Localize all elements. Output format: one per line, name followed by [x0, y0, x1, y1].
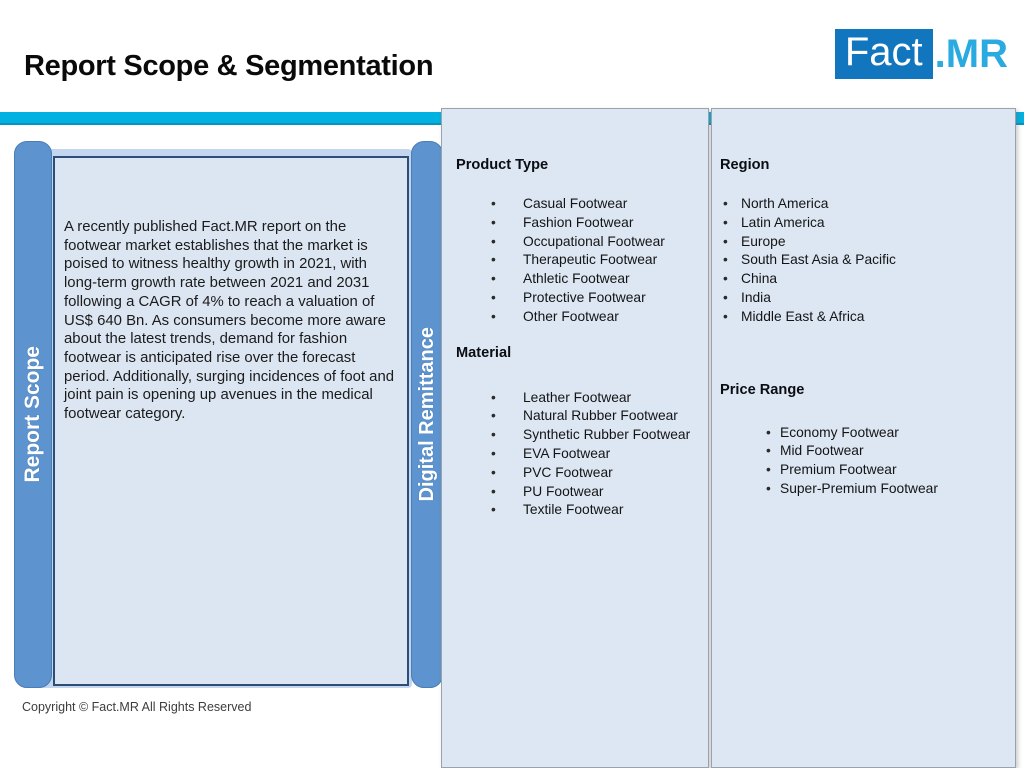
list-item: • Mid Footwear — [712, 442, 1015, 461]
list-item: • Synthetic Rubber Footwear — [442, 426, 708, 445]
segmentation-column-left — [441, 108, 709, 768]
report-scope-tab-label: Report Scope — [21, 346, 44, 483]
list-item: • EVA Footwear — [442, 445, 708, 464]
material-heading: Material — [456, 344, 512, 361]
factmr-logo — [835, 29, 1008, 79]
list-item: • South East Asia & Pacific — [712, 251, 1015, 270]
list-item: • Athletic Footwear — [442, 270, 708, 289]
list-item: • Occupational Footwear — [442, 233, 708, 252]
list-item: • Therapeutic Footwear — [442, 251, 708, 270]
list-item: • Other Footwear — [442, 308, 708, 327]
segmentation-column-right — [711, 108, 1016, 768]
price-range-list — [712, 424, 1015, 499]
list-item: • PVC Footwear — [442, 464, 708, 483]
product-type-heading: Product Type — [456, 157, 549, 173]
product-type-list — [442, 195, 708, 327]
list-item: • Middle East & Africa — [712, 308, 1015, 327]
list-item: • Europe — [712, 233, 1015, 252]
report-scope-panel — [53, 156, 409, 686]
logo-mr-text: .MR — [934, 32, 1008, 76]
list-item: • Protective Footwear — [442, 289, 708, 308]
list-item: • Natural Rubber Footwear — [442, 407, 708, 426]
list-item: • Casual Footwear — [442, 195, 708, 214]
list-item: • Latin America — [712, 214, 1015, 233]
copyright-text: Copyright © Fact.MR All Rights Reserved — [22, 700, 252, 714]
list-item: • North America — [712, 195, 1015, 214]
list-item: • China — [712, 270, 1015, 289]
list-item: • PU Footwear — [442, 483, 708, 502]
list-item: • Super-Premium Footwear — [712, 480, 1015, 499]
region-list — [712, 195, 1015, 327]
price-range-heading: Price Range — [720, 381, 805, 398]
region-heading: Region — [720, 157, 770, 173]
material-list — [442, 389, 708, 521]
list-item: • Fashion Footwear — [442, 214, 708, 233]
list-item: • Leather Footwear — [442, 389, 708, 408]
list-item: • Textile Footwear — [442, 501, 708, 520]
report-scope-tab — [14, 141, 52, 688]
list-item: • India — [712, 289, 1015, 308]
digital-remittance-tab — [411, 141, 443, 688]
page-title: Report Scope & Segmentation — [24, 50, 434, 82]
logo-fact-box: Fact — [835, 29, 933, 79]
list-item: • Premium Footwear — [712, 461, 1015, 480]
digital-remittance-tab-label: Digital Remittance — [415, 327, 438, 502]
report-scope-paragraph: A recently published Fact.MR report on the footwear market establishes that the market is poised to witness healthy growth in 2021, with long-term growth rate between 2021 and 2031 following a CAGR of 4% to reach a valuation of US$ 640 Bn. As consumers become more aware about the latest trends, demand for fashion footwear is anticipated rise over the forecast period. Additionally, surging incidences of foot and joint pain is opening up avenues in the medical footwear category. — [64, 219, 395, 423]
list-item: • Economy Footwear — [712, 424, 1015, 443]
